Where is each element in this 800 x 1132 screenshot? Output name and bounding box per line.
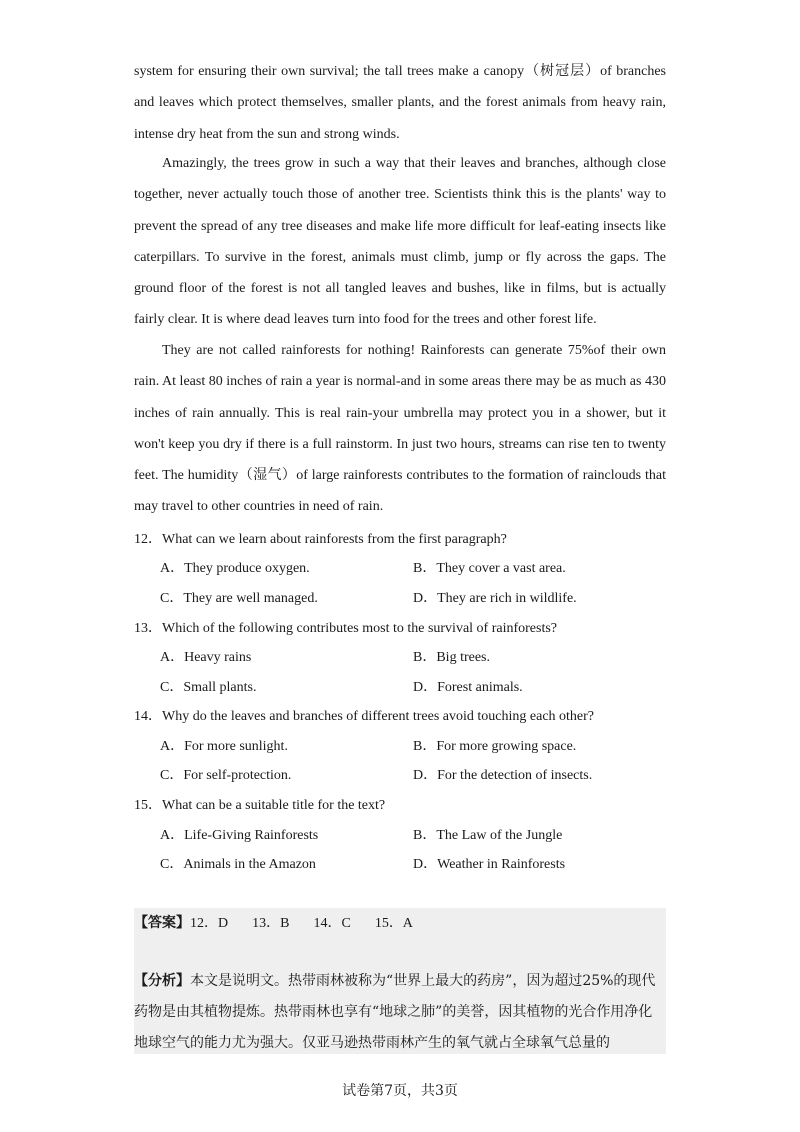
question-13-option-c: C．Small plants. (160, 680, 257, 695)
question-15-option-b: B．The Law of the Jungle (413, 828, 563, 843)
answer-item-12: 12．D (190, 916, 229, 931)
answer-line (134, 912, 437, 932)
question-15-option-d: D．Weather in Rainforests (413, 857, 566, 872)
question-14-option-c: C．For self-protection. (160, 768, 292, 783)
question-14-option-b: B．For more growing space. (413, 739, 577, 754)
analysis-label: 【分析】 (134, 973, 190, 989)
question-14-option-d: D．For the detection of insects. (413, 768, 593, 783)
question-13-option-d: D．Forest animals. (413, 680, 523, 695)
answer-item-13: 13．B (252, 916, 290, 931)
passage-paragraph-2: Amazingly, the trees grow in such a way that their leaves and branches, although close together, never actually touch those of another tree. Scientists think this is the plants' way to prevent the spread of any tree diseases and make life more difficult for leaf-eating insects like caterpillars. To survive in the forest, animals must climb, jump or fly across the gaps. The ground floor of the forest is not all tangled leaves and bushes, like in films, but is actually fairly clear. It is where dead leaves turn into food for the trees and other forest life. (134, 156, 666, 328)
question-13-stem: 13．Which of the following contributes most to the survival of rainforests? (134, 621, 558, 636)
passage-paragraph-1-continued: system for ensuring their own survival; the tall trees make a canopy（树冠层）of branches and leaves which protect themselves, smaller plants, and the forest animals from heavy rain, intense dry heat from the sun and strong winds. (134, 64, 666, 142)
question-14-stem: 14．Why do the leaves and branches of different trees avoid touching each other? (134, 709, 595, 724)
question-12-option-c: C．They are well managed. (160, 591, 318, 606)
question-15-stem: 15．What can be a suitable title for the text? (134, 798, 386, 813)
question-14-option-a: A．For more sunlight. (160, 739, 288, 754)
analysis-text (134, 966, 666, 1059)
question-13-option-a: A．Heavy rains (160, 650, 252, 665)
question-13-option-b: B．Big trees. (413, 650, 490, 665)
question-12-option-b: B．They cover a vast area. (413, 561, 566, 576)
answer-item-14: 14．C (313, 916, 351, 931)
answer-item-15: 15．A (374, 916, 413, 931)
question-12-stem: 12．What can we learn about rainforests from the first paragraph? (134, 532, 507, 547)
page-footer: 试卷第7页，共3页 (342, 1083, 458, 1099)
question-15-option-a: A．Life-Giving Rainforests (160, 828, 319, 843)
question-15-option-c: C．Animals in the Amazon (160, 857, 316, 872)
question-12-option-a: A．They produce oxygen. (160, 561, 310, 576)
analysis-body: 本文是说明文。热带雨林被称为“世界上最大的药房”，因为超过25%的现代药物是由其植物提炼。热带雨林也享有“地球之肺”的美誉，因其植物的光合作用净化地球空气的能力尤为强大。仅亚马逊热带雨林产生的氧气就占全球氧气总量的 (134, 973, 656, 1051)
answer-label: 【答案】 (134, 916, 190, 931)
question-12-option-d: D．They are rich in wildlife. (413, 591, 577, 606)
passage-paragraph-3: They are not called rainforests for nothing! Rainforests can generate 75%of their own rain. At least 80 inches of rain a year is normal-and in some areas there may be as much as 430 inches of rain annually. This is real rain-your umbrella may protect you in a shower, but it won't keep you dry if there is a full rainstorm. In just two hours, streams can rise ten to twenty feet. The humidity（湿气）of large rainforests contributes to the formation of rainclouds that may travel to other countries in need of rain. (134, 343, 666, 515)
